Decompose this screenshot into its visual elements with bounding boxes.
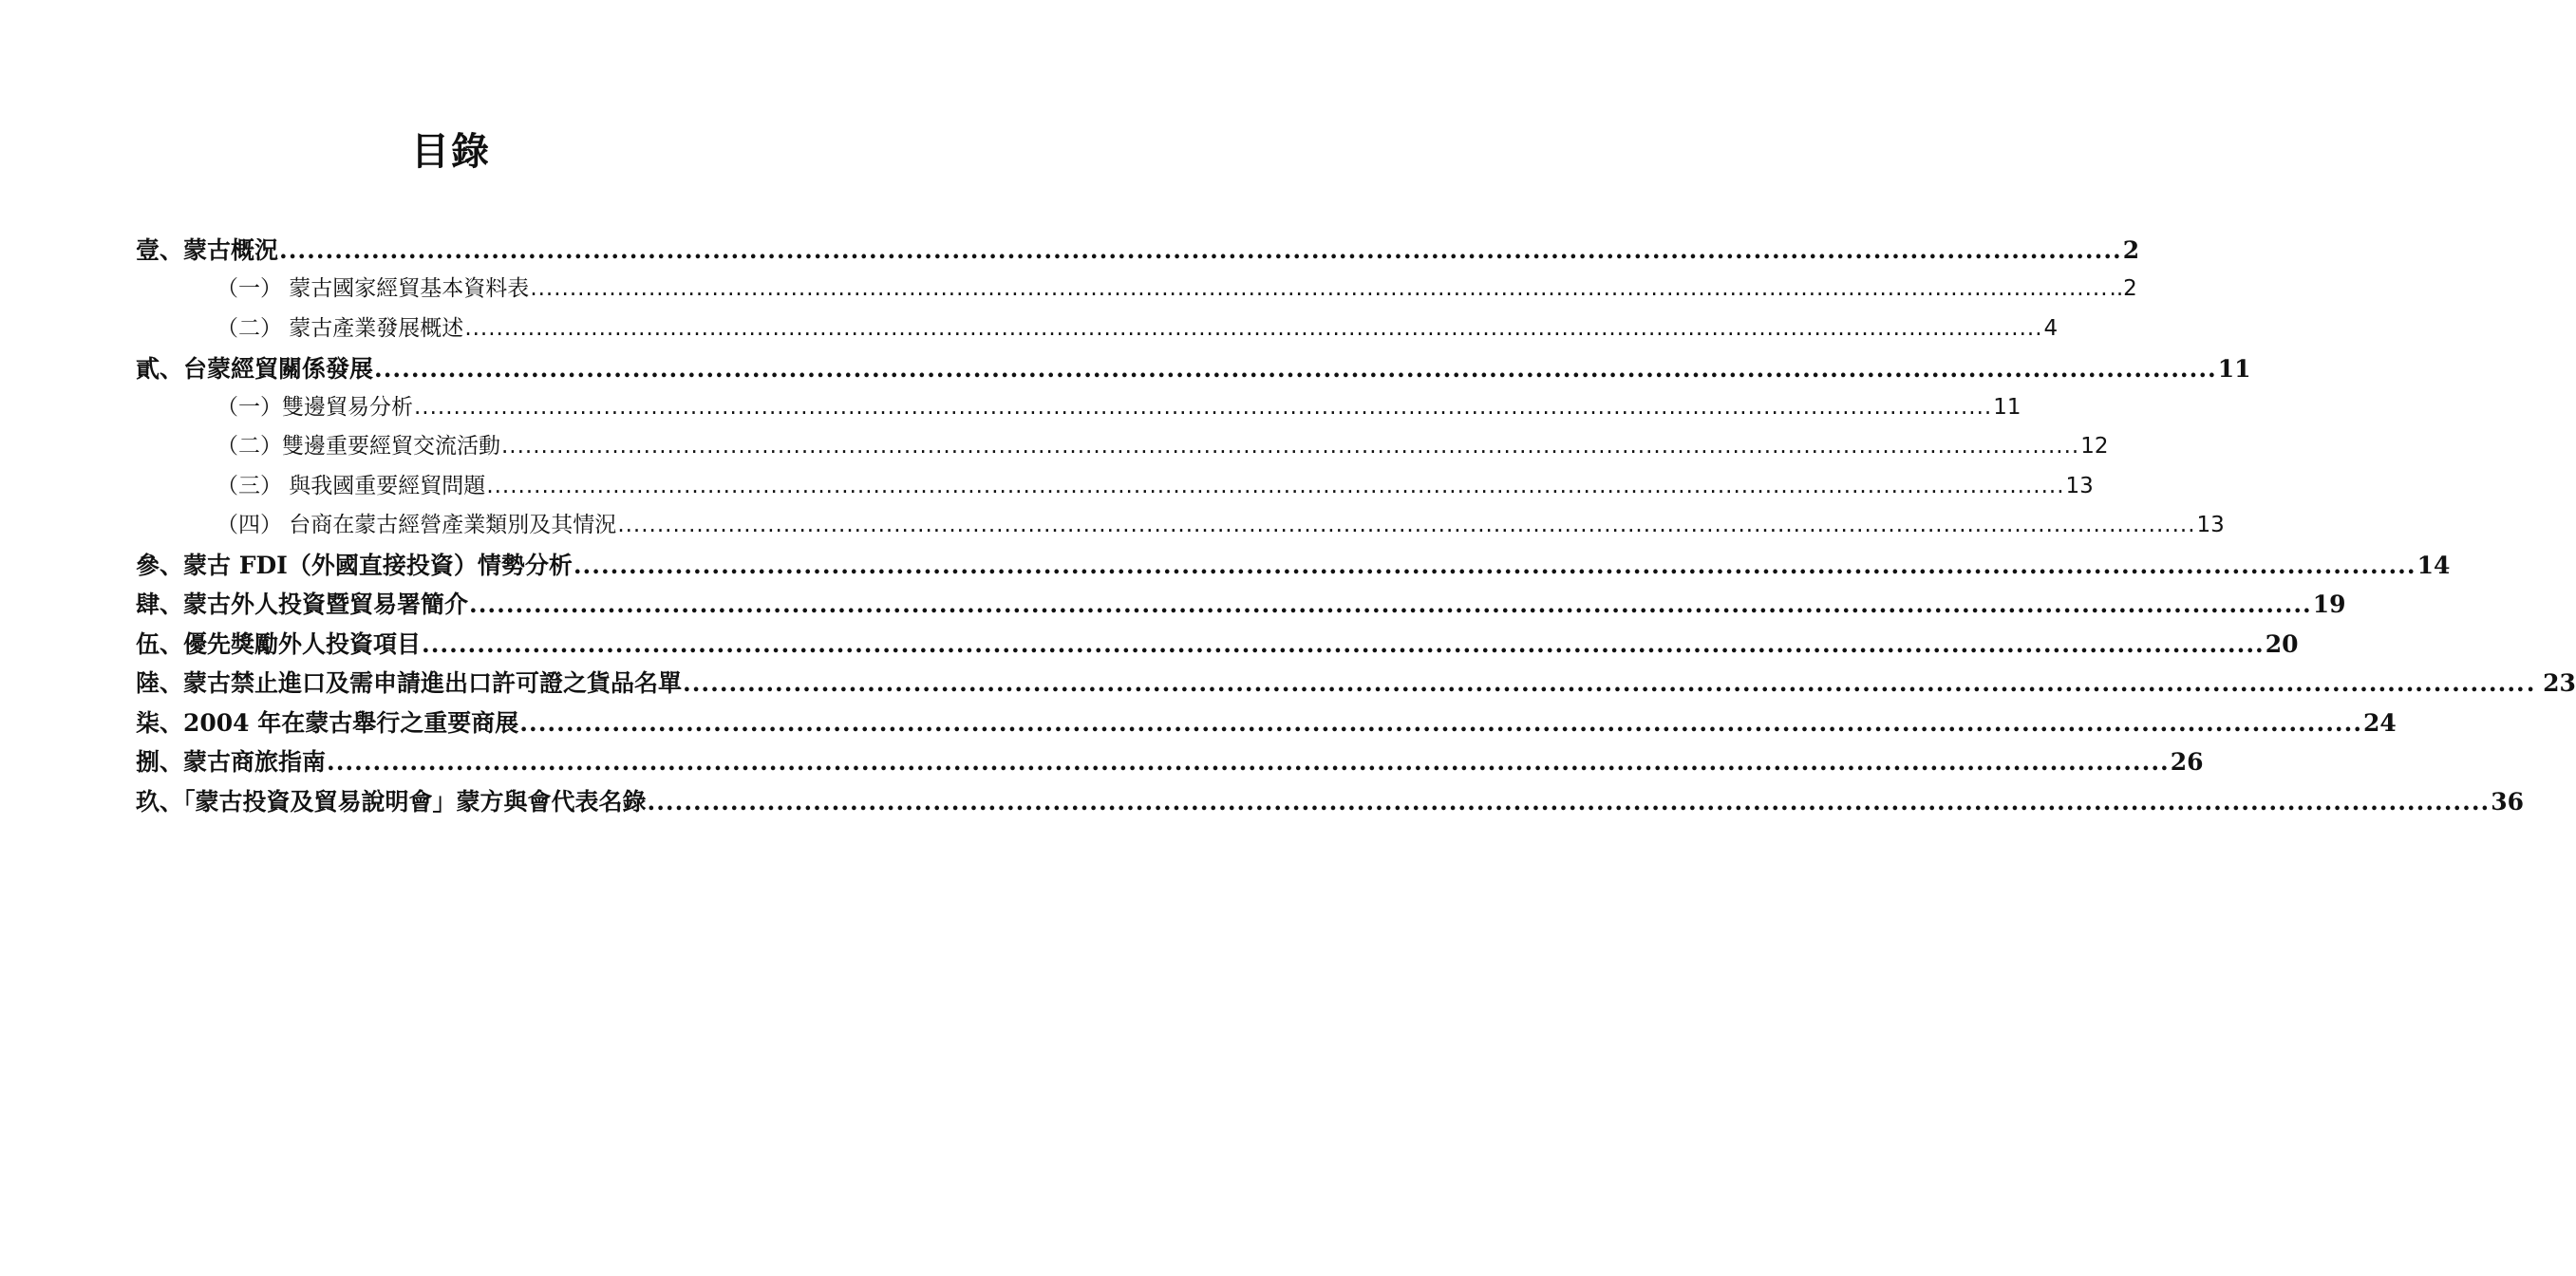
toc-page-number: 4	[2043, 316, 2059, 341]
toc-entry-2-2[interactable]	[136, 428, 2109, 468]
dot-leader: ........................................................................................................................................................................................................	[414, 395, 1993, 420]
toc-page-number: 2	[2122, 236, 2140, 264]
toc-entry-label: （四） 台商在蒙古經營產業類別及其情況	[216, 513, 617, 537]
dot-leader: ........................................................................................................................................................................................................	[647, 788, 2491, 816]
toc-entry-1[interactable]	[136, 232, 2140, 271]
toc-entry-2-1[interactable]	[136, 389, 2021, 428]
toc-entry-4[interactable]	[136, 586, 2346, 626]
toc-page-number: 14	[2416, 552, 2451, 579]
toc-entry-label: 柒、2004 年在蒙古舉行之重要商展	[136, 709, 519, 737]
dot-leader: ........................................................................................................................................................................................................	[519, 709, 2363, 737]
toc-entry-label: （一）雙邊貿易分析	[216, 395, 413, 420]
dot-leader: ........................................................................................................................................................................................................	[573, 552, 2416, 579]
toc-page-number: 19	[2312, 591, 2346, 618]
toc-entry-9[interactable]	[136, 783, 2525, 822]
toc-entry-label: （二） 蒙古產業發展概述	[216, 316, 464, 341]
toc-entry-label: 捌、蒙古商旅指南	[136, 748, 327, 776]
dot-leader: ........................................................................................................................................................................................................	[486, 474, 2065, 498]
page-title: 目錄	[411, 129, 491, 174]
toc-page-number: 11	[2217, 355, 2251, 383]
toc-entry-2-3[interactable]	[136, 468, 2094, 507]
dot-leader: ........................................................................................................................................................................................................	[683, 669, 2526, 697]
dot-leader: ........................................................................................................................................................................................................	[530, 276, 2109, 301]
toc-entry-label: （二）雙邊重要經貿交流活動	[216, 434, 500, 459]
toc-page-number: . 23	[2526, 669, 2576, 697]
toc-entry-2-4[interactable]	[136, 507, 2225, 547]
toc-page-number: 36	[2491, 788, 2525, 816]
toc-page-number: 20	[2265, 630, 2299, 658]
dot-leader: ........................................................................................................................................................................................................	[374, 355, 2217, 383]
toc-entry-label: （一） 蒙古國家經貿基本資料表	[216, 276, 530, 301]
toc-entry-label: 壹、蒙古概況	[136, 236, 279, 264]
toc-page-number: 11	[1993, 395, 2021, 420]
toc-entry-8[interactable]	[136, 743, 2204, 783]
toc-page-number: 12	[2080, 434, 2109, 459]
toc-entry-5[interactable]	[136, 626, 2299, 665]
toc-entry-label: 伍、優先獎勵外人投資項目	[136, 630, 422, 658]
toc-entry-1-1[interactable]	[136, 271, 2137, 310]
toc-entry-1-2[interactable]	[136, 310, 2059, 350]
dot-leader: ........................................................................................................................................................................................................	[327, 748, 2170, 776]
toc-entry-6[interactable]	[136, 665, 2576, 704]
toc-page-number: ..2	[2109, 276, 2137, 301]
toc-entry-label: 玖、「蒙古投資及貿易說明會」蒙方與會代表名錄	[136, 788, 647, 816]
dot-leader: ........................................................................................................................................................................................................	[279, 236, 2122, 264]
dot-leader: ........................................................................................................................................................................................................	[501, 434, 2080, 459]
dot-leader: ........................................................................................................................................................................................................	[617, 513, 2196, 537]
toc-entry-label: 肆、蒙古外人投資暨貿易署簡介	[136, 591, 469, 618]
toc-entry-label: （三） 與我國重要經貿問題	[216, 474, 486, 498]
toc-entry-label: 貳、台蒙經貿關係發展	[136, 355, 374, 383]
toc-page-number: 24	[2363, 709, 2397, 737]
table-of-contents	[136, 232, 2576, 822]
toc-page-number: 26	[2170, 748, 2204, 776]
toc-page-number: 13	[2196, 513, 2225, 537]
toc-entry-2[interactable]	[136, 350, 2251, 389]
dot-leader: ........................................................................................................................................................................................................	[464, 316, 2043, 341]
toc-entry-3[interactable]	[136, 547, 2451, 586]
toc-entry-label: 陸、蒙古禁止進口及需申請進出口許可證之貨品名單	[136, 669, 683, 697]
toc-page-number: 13	[2065, 474, 2094, 498]
toc-entry-7[interactable]	[136, 704, 2397, 743]
toc-entry-label: 參、蒙古 FDI（外國直接投資）情勢分析	[136, 552, 573, 579]
dot-leader: ........................................................................................................................................................................................................	[469, 591, 2312, 618]
dot-leader: ........................................................................................................................................................................................................	[422, 630, 2265, 658]
